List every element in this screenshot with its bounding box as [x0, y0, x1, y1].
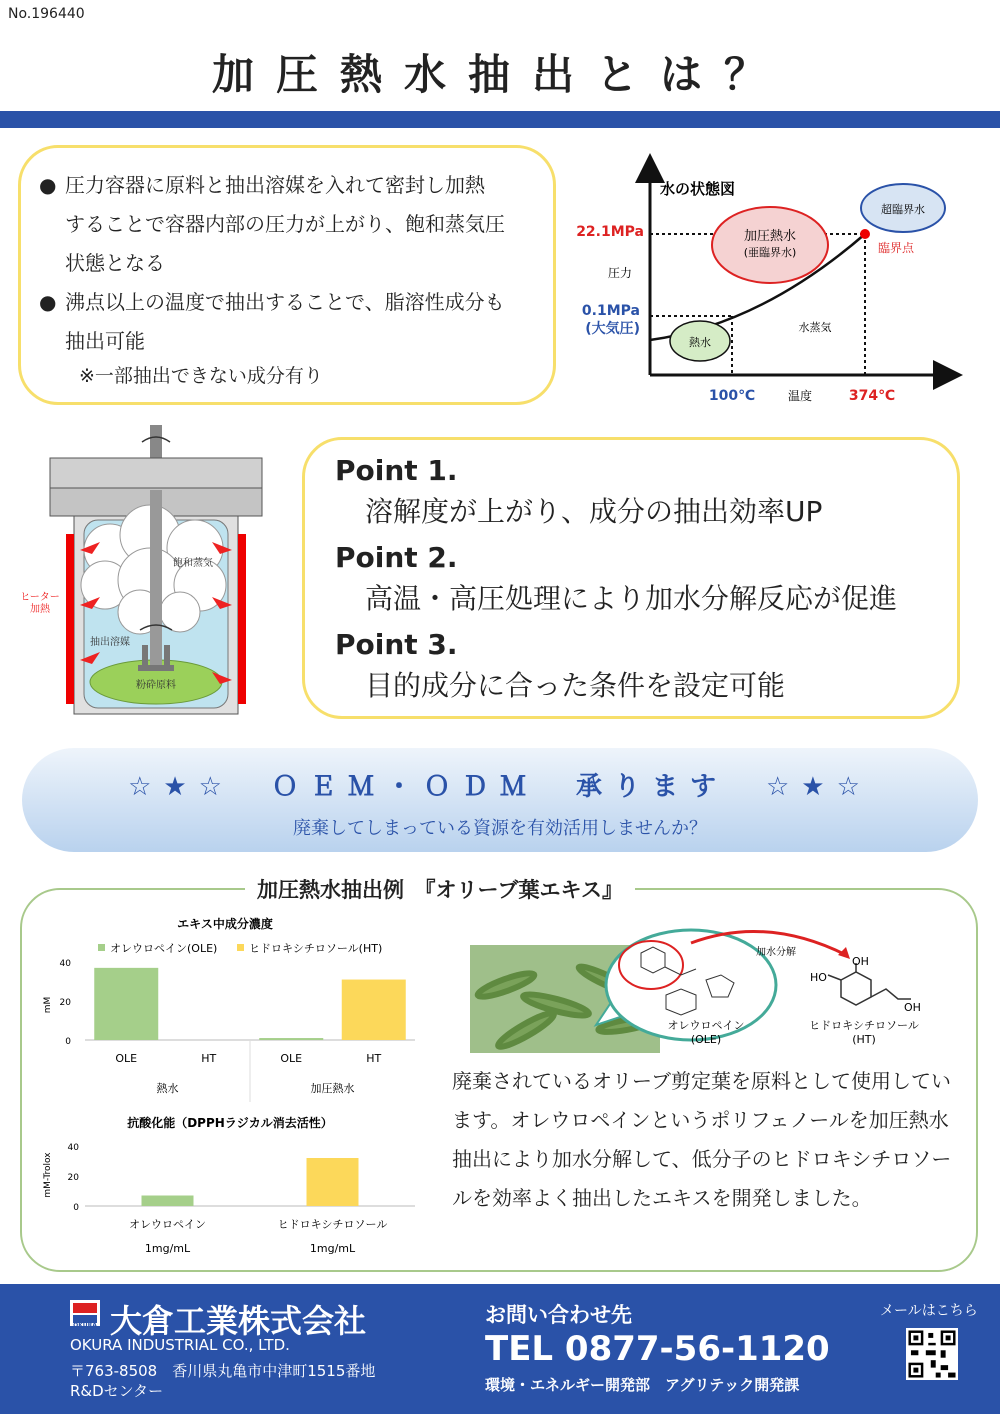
supercritical-water-label: 超臨界水 [881, 203, 925, 216]
oem-sub-text: 廃棄してしまっている資源を有効活用しませんか？ [293, 818, 707, 839]
hot-water-label: 熱水 [689, 336, 711, 349]
chart2-plot [68, 1143, 415, 1255]
vessel-lid-top [50, 458, 262, 488]
chart2-ylabel: mM-Trolox [43, 1152, 53, 1198]
rd-center: R&Dセンター [70, 1382, 164, 1400]
water-phase-diagram [560, 150, 990, 420]
chart2-bar [307, 1158, 359, 1206]
ht-name: ヒドロキシチロソール [809, 1019, 919, 1032]
chart1-ytick: 40 [59, 959, 71, 969]
ole-name: オレウロペイン [667, 1019, 745, 1032]
department: 環境・エネルギー開発部 アグリテック開発課 [485, 1376, 800, 1394]
critical-point-marker [860, 229, 870, 239]
chart1-group-label: 熱水 [156, 1082, 179, 1095]
logo-text: OKURA [73, 1322, 97, 1329]
oh-right-label: OH [904, 1001, 921, 1014]
company-address: 〒763-8508 香川県丸亀市中津町1515番地 [70, 1362, 376, 1380]
logo-red-bar [73, 1303, 97, 1313]
chart2-sublabel: 1mg/mL [144, 1242, 191, 1255]
legend-ht: ヒドロキシチロソール(HT) [249, 942, 383, 955]
extract-charts [30, 910, 430, 1260]
phase-diagram-title: 水の状態図 [660, 180, 736, 198]
heater-label: ヒーター [20, 592, 60, 603]
bullet1-line1: 圧力容器に原料と抽出溶媒を入れて密封し加熱 [65, 173, 485, 197]
subcritical-water-label: (亜臨界水) [743, 246, 797, 259]
olive-molecule-illustration [466, 925, 966, 1055]
pressurized-water-label: 加圧熱水 [743, 229, 797, 244]
ole-abbr: (OLE) [690, 1033, 722, 1046]
ho-label: HO [810, 971, 827, 984]
chart2-sublabel: 1mg/mL [309, 1242, 356, 1255]
heater-right [238, 534, 246, 704]
pressure-axis-label: 圧力 [607, 266, 633, 280]
intro-bullet-2 [39, 283, 539, 361]
point-3-label: Point 3. [335, 628, 458, 661]
heating-label: 加熱 [30, 604, 50, 615]
stirrer-shaft [150, 490, 162, 665]
phone-number[interactable]: TEL 0877-56-1120 [485, 1329, 830, 1369]
footer [0, 1284, 1000, 1414]
chart2-title: 抗酸化能（DPPHラジカル消去活性） [127, 1116, 333, 1130]
steam-label-vessel: 飽和蒸気 [173, 558, 213, 569]
chart1-category-label: HT [201, 1052, 217, 1065]
example-description: 廃棄されているオリーブ剪定葉を原料として使用しています。オレウロペインというポリフェノールを加圧熱水抽出により加水分解して、低分子のヒドロキシチロソールを効率よく抽出したエキスを開発しました。 [452, 1069, 952, 1210]
chart2-bar [142, 1196, 194, 1207]
chart1-bar [342, 980, 406, 1040]
bullet1-line3: 状態となる [65, 251, 165, 275]
chart1-category-label: OLE [280, 1052, 303, 1065]
chart1-title: エキス中成分濃度 [177, 917, 273, 931]
point-2-label: Point 2. [335, 541, 458, 574]
solvent-label: 抽出溶媒 [90, 637, 130, 648]
point-1-text: 溶解度が上がり、成分の抽出効率UP [365, 495, 823, 528]
mail-label: メールはこちら [880, 1303, 978, 1319]
pressurized-water-region [712, 207, 828, 283]
atmospheric-pressure-label: (大気圧) [585, 321, 640, 337]
chart1-plot [60, 959, 415, 1102]
company-name: 大倉工業株式会社 [110, 1302, 367, 1340]
temperature-axis-label: 温度 [787, 389, 813, 403]
title-divider-bar [0, 111, 1000, 128]
chart1-category-label: OLE [115, 1052, 138, 1065]
pressure-22-label: 22.1MPa [576, 224, 644, 240]
chart1-group-label: 加圧熱水 [310, 1082, 355, 1095]
chart2-ytick: 0 [73, 1203, 79, 1213]
pressure-vessel-illustration [10, 420, 290, 730]
legend-ole-swatch [98, 944, 105, 951]
point-2-text: 高温・高圧処理により加水分解反応が促進 [365, 582, 898, 615]
oh-top-label: OH [852, 955, 869, 968]
chart1-category-label: HT [366, 1052, 382, 1065]
points-box [302, 437, 960, 719]
bullet1-line2: することで容器内部の圧力が上がり、飽和蒸気圧 [65, 212, 505, 236]
hydroxytyrosol-structure-icon [828, 963, 911, 1005]
oem-odm-banner [22, 748, 978, 852]
document-number: No.196440 [8, 6, 85, 22]
company-name-en: OKURA INDUSTRIAL CO., LTD. [70, 1336, 290, 1354]
material-label: 粉砕原料 [136, 680, 176, 691]
page-title: 加圧熱水抽出とは？ [211, 50, 788, 99]
intro-note: ※一部抽出できない成分有り [79, 365, 323, 387]
pressure-01-label: 0.1MPa [581, 303, 640, 319]
legend-ole: オレウロペイン(OLE) [110, 942, 218, 955]
bullet2-line2: 抽出可能 [65, 329, 145, 353]
chart2-category-label: オレウロペイン [129, 1218, 206, 1231]
temp-374-label: 374℃ [848, 388, 896, 404]
oem-main-text: ☆★☆ ＯＥＭ・ＯＤＭ 承ります ☆★☆ [128, 772, 872, 802]
intro-bullet-1 [39, 166, 539, 283]
bullet-dot-icon: ● [39, 290, 57, 314]
example-title: 加圧熱水抽出例 『オリーブ葉エキス』 [245, 874, 635, 904]
chart1-ytick: 0 [65, 1037, 71, 1047]
hydrolysis-label: 加水分解 [756, 947, 796, 958]
contact-label: お問い合わせ先 [485, 1303, 632, 1327]
chart1-bar [259, 1038, 323, 1040]
chart1-ylabel: mM [43, 996, 53, 1014]
critical-point-label: 臨界点 [878, 241, 915, 255]
bullet-dot-icon: ● [39, 173, 57, 197]
bullet2-line1: 沸点以上の温度で抽出することで、脂溶性成分も [65, 290, 505, 314]
chart2-ytick: 40 [67, 1143, 79, 1153]
point-1-label: Point 1. [335, 454, 458, 487]
intro-box [18, 145, 556, 405]
steam-label: 水蒸気 [798, 321, 832, 334]
temp-100-label: 100℃ [708, 388, 756, 404]
point-3-text: 目的成分に合った条件を設定可能 [365, 669, 786, 702]
chart2-ytick: 20 [67, 1173, 79, 1183]
legend-ht-swatch [237, 944, 244, 951]
chart1-bar [94, 968, 158, 1040]
qr-code-icon[interactable] [906, 1328, 958, 1380]
ht-abbr: (HT) [852, 1033, 876, 1046]
heater-left [66, 534, 74, 704]
chart2-category-label: ヒドロキシチロソール [277, 1218, 388, 1231]
chart1-ytick: 20 [59, 998, 71, 1008]
